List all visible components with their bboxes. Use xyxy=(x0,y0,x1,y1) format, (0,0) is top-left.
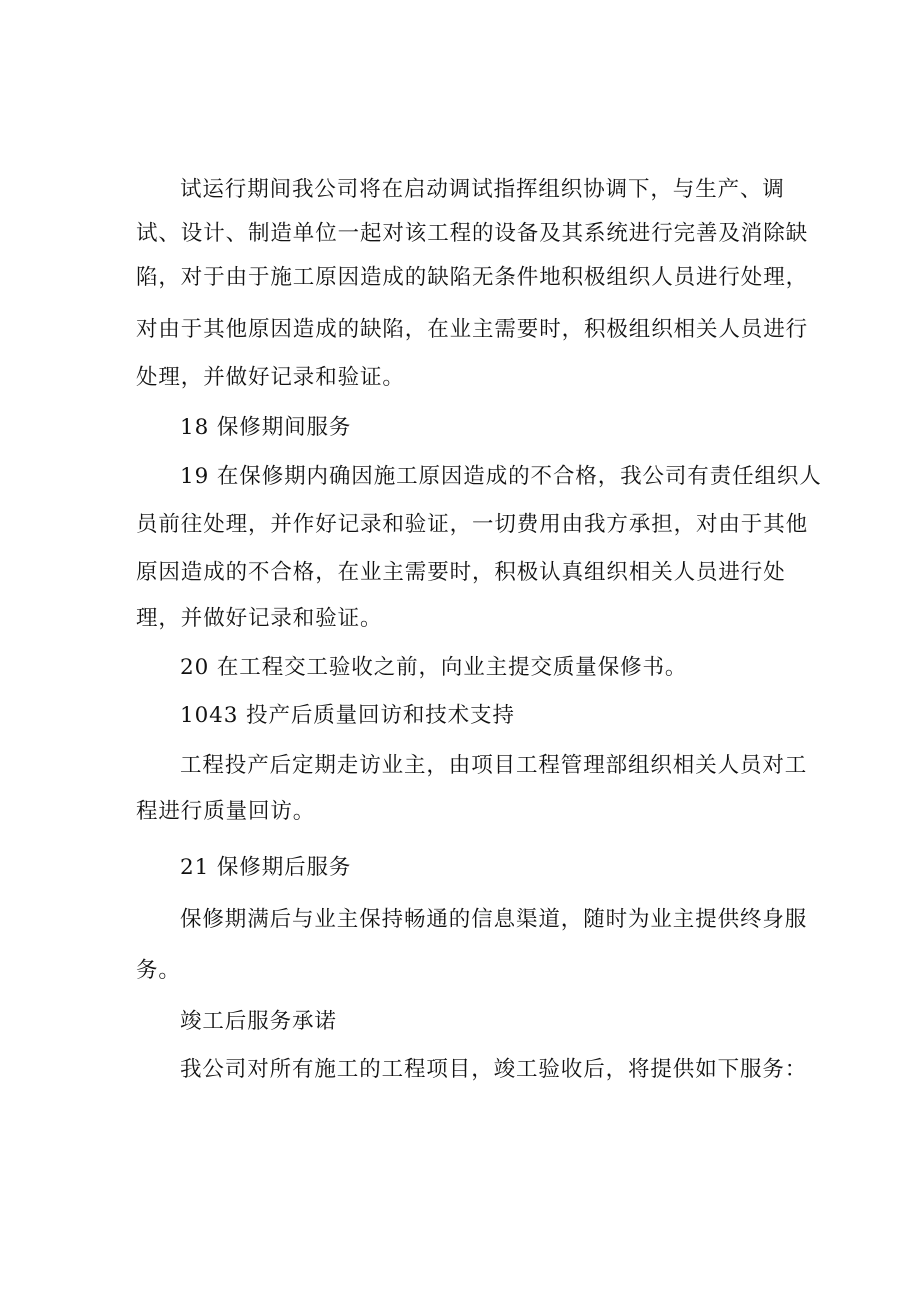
after-warranty-line-1: 保修期满后与业主保持畅通的信息渠道，随时为业主提供终身服 xyxy=(180,907,808,932)
after-warranty-line-2: 务。 xyxy=(136,958,181,983)
visit-line-2: 程进行质量回访。 xyxy=(136,799,316,824)
trial-run-line-1: 试运行期间我公司将在启动调试指挥组织协调下，与生产、调 xyxy=(180,177,785,202)
heading-1043: 1043 投产后质量回访和技术支持 xyxy=(180,703,515,728)
item-19-line-1: 19 在保修期内确因施工原因造成的不合格，我公司有责任组织人 xyxy=(180,464,822,489)
item-20: 20 在工程交工验收之前，向业主提交质量保修书。 xyxy=(180,655,688,680)
trial-run-line-2: 试、设计、制造单位一起对该工程的设备及其系统进行完善及消除缺 xyxy=(136,221,809,246)
commitment-line-1: 我公司对所有施工的工程项目，竣工验收后，将提供如下服务： xyxy=(180,1057,808,1082)
item-19-line-2: 员前往处理，并作好记录和验证，一切费用由我方承担，对由于其他 xyxy=(136,512,809,537)
heading-commitment: 竣工后服务承诺 xyxy=(180,1009,337,1034)
trial-run-line-5: 处理，并做好记录和验证。 xyxy=(136,365,405,390)
item-19-line-4: 理，并做好记录和验证。 xyxy=(136,606,383,631)
trial-run-line-3: 陷，对于由于施工原因造成的缺陷无条件地积极组织人员进行处理， xyxy=(136,265,809,290)
visit-line-1: 工程投产后定期走访业主，由项目工程管理部组织相关人员对工 xyxy=(180,753,808,778)
item-19-line-3: 原因造成的不合格，在业主需要时，积极认真组织相关人员进行处 xyxy=(136,560,786,585)
heading-21: 21 保修期后服务 xyxy=(180,855,352,880)
heading-18: 18 保修期间服务 xyxy=(180,415,352,440)
trial-run-line-4: 对由于其他原因造成的缺陷，在业主需要时，积极组织相关人员进行 xyxy=(136,317,809,342)
